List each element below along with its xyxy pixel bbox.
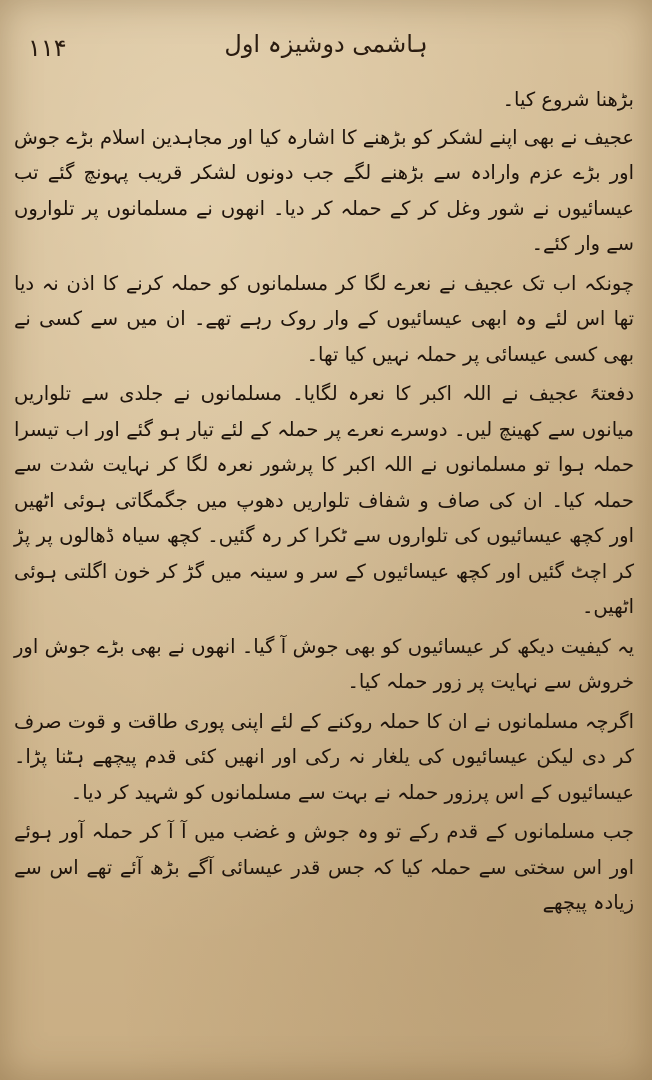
paragraph: جب مسلمانوں کے قدم رکے تو وہ جوش و غضب میں آ آ کر حملہ آور ہوئے اور اس سختی سے حملہ کیا کہ جس قدر عیسائی آگے بڑھ آئے تھے اس سے زیادہ پیچھے bbox=[14, 820, 634, 914]
paragraph: یہ کیفیت دیکھ کر عیسائیوں کو بھی جوش آ گیا۔ انھوں نے بھی بڑے جوش اور خروش سے نہایت پر زور حملہ کیا۔ bbox=[14, 634, 634, 693]
paragraph: چونکہ اب تک عجیف نے نعرے لگا کر مسلمانوں کو حملہ کرنے کا اذن نہ دیا تھا اس لئے وہ ابھی عیسائیوں کے وار روک رہے تھے۔ ان میں سے کسی نے بھی کسی عیسائی پر حملہ نہیں کیا تھا۔ bbox=[14, 271, 634, 366]
page-header bbox=[20, 30, 632, 70]
paragraph: عجیف نے بھی اپنے لشکر کو بڑھنے کا اشارہ کیا اور مجاہدین اسلام بڑے جوش اور بڑے عزم وارادہ سے بڑھنے لگے جب دونوں لشکر قریب پہونچ گئے تب عیسائیوں نے شور وغل کر کے حملہ کر دیا۔ انھوں نے مسلمانوں پر تلواروں سے وار کئے۔ bbox=[14, 125, 634, 255]
paragraph: بڑھنا شروع کیا۔ bbox=[502, 88, 634, 111]
page-number: ۱۱۴ bbox=[28, 34, 67, 62]
running-title: ہاشمی دوشیزہ اول bbox=[224, 30, 428, 58]
page-body bbox=[14, 82, 634, 925]
paragraph: دفعتہً عجیف نے اللہ اکبر کا نعرہ لگایا۔ مسلمانوں نے جلدی سے تلواریں میانوں سے کھینچ لیں۔ دوسرے نعرے پر حملہ کے لئے تیار ہو گئے اور اب تیسرا حملہ ہوا تو مسلمانوں نے اللہ اکبر کا پرشور نعرہ لگا کر نہایت شدت سے حملہ کیا۔ ان کی صاف و شفاف تلواریں دھوپ میں جگمگاتی ہوئی اٹھیں اور کچھ عیسائیوں کی تلواروں سے ٹکرا کر رہ گئیں۔ کچھ سیاہ ڈھالوں پر پڑ کر اچٹ گئیں اور کچھ عیسائیوں کے سر و سینہ میں گڑ کر خون اگلتی ہوئی اٹھیں۔ bbox=[14, 382, 634, 618]
paragraph: اگرچہ مسلمانوں نے ان کا حملہ روکنے کے لئے اپنی پوری طاقت و قوت صرف کر دی لیکن عیسائیوں کی یلغار نہ رکی اور انھیں کئی قدم پیچھے ہٹنا پڑا۔ عیسائیوں کے اس پرزور حملہ نے بہت سے مسلمانوں کو شہید کر دیا۔ bbox=[14, 709, 634, 804]
